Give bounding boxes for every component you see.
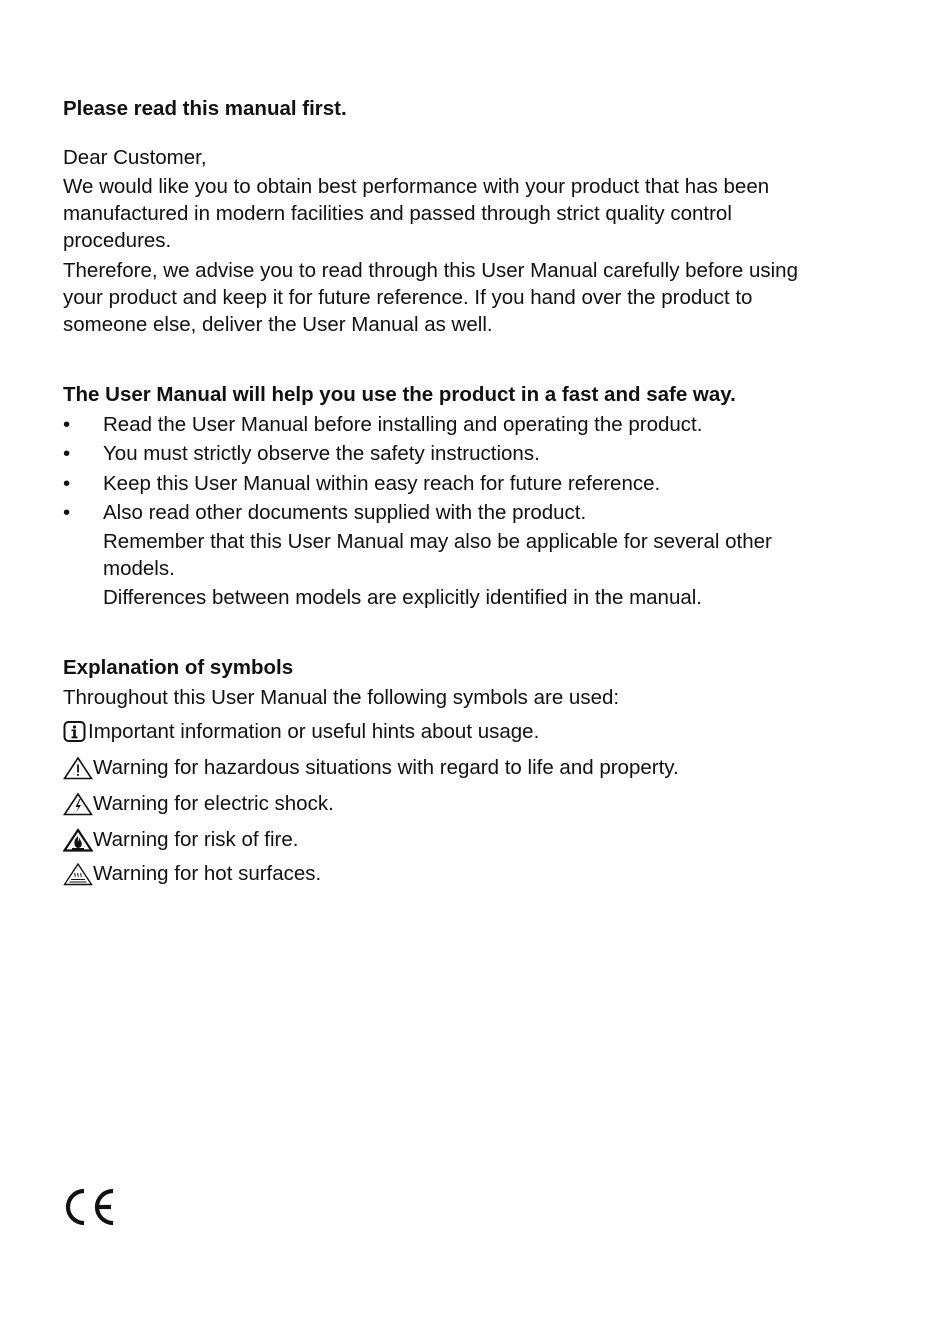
- symbol-row-hot-surface: [63, 862, 321, 886]
- symbol-row-fire: [63, 828, 298, 852]
- bullet-icon: •: [63, 413, 71, 436]
- paragraph-line: We would like you to obtain best performance with your product that has been: [63, 175, 770, 198]
- list-item-text: Also read other documents supplied with the product.: [103, 501, 587, 524]
- bullet-icon: •: [63, 442, 71, 465]
- ce-mark-logo: [63, 1186, 119, 1234]
- bullet-icon: •: [63, 472, 71, 495]
- info-icon: [63, 720, 88, 744]
- list-item: [63, 442, 863, 468]
- paragraph-line: Therefore, we advise you to read through this User Manual carefully before using: [63, 259, 798, 282]
- symbol-row-warning: [63, 756, 679, 780]
- section-heading-read-first: Please read this manual first.: [63, 97, 347, 120]
- list-item: [63, 501, 863, 527]
- symbol-description: Warning for electric shock.: [93, 792, 334, 815]
- section-heading-user-manual-help: The User Manual will help you use the product in a fast and safe way.: [63, 383, 736, 406]
- list-item-text: Keep this User Manual within easy reach for future reference.: [103, 472, 661, 495]
- symbol-description: Warning for hot surfaces.: [93, 862, 322, 885]
- note-line: Differences between models are explicitly identified in the manual.: [103, 586, 703, 609]
- paragraph-line: Dear Customer,: [63, 146, 207, 169]
- symbol-description: Important information or useful hints about usage.: [88, 720, 540, 743]
- symbol-description: Warning for risk of fire.: [93, 828, 299, 851]
- hot-surface-warning-icon: [63, 862, 93, 886]
- bullet-icon: •: [63, 501, 71, 524]
- symbol-row-electric: [63, 792, 334, 816]
- note-line: Remember that this User Manual may also be applicable for several other: [103, 530, 772, 553]
- paragraph-line: procedures.: [63, 229, 172, 252]
- paragraph-line: manufactured in modern facilities and passed through strict quality control: [63, 202, 732, 225]
- paragraph-line: someone else, deliver the User Manual as well.: [63, 313, 493, 336]
- symbols-intro: Throughout this User Manual the following symbols are used:: [63, 686, 620, 709]
- warning-triangle-icon: [63, 756, 93, 780]
- paragraph-line: your product and keep it for future reference. If you hand over the product to: [63, 286, 753, 309]
- list-item-text: You must strictly observe the safety instructions.: [103, 442, 540, 465]
- list-item: [63, 472, 863, 498]
- fire-warning-icon: [63, 828, 93, 852]
- note-line: models.: [103, 557, 175, 580]
- electric-shock-warning-icon: [63, 792, 93, 816]
- symbol-description: Warning for hazardous situations with regard to life and property.: [93, 756, 679, 779]
- section-heading-symbols: Explanation of symbols: [63, 656, 294, 679]
- list-item-text: Read the User Manual before installing and operating the product.: [103, 413, 703, 436]
- list-item: [63, 413, 863, 439]
- symbol-row-info: [63, 720, 539, 744]
